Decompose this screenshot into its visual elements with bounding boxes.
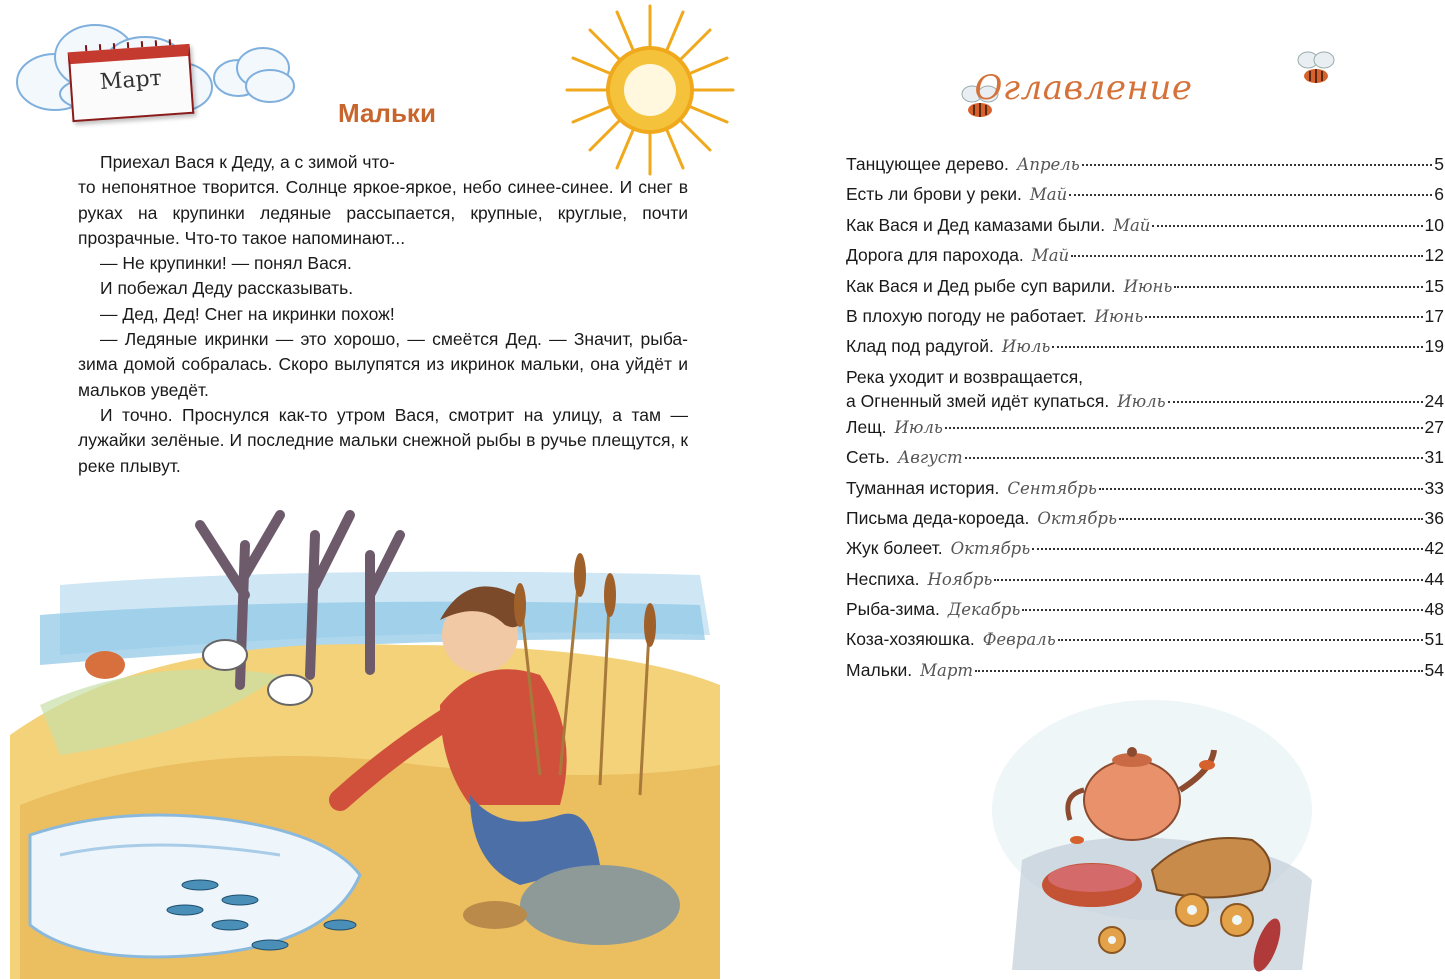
toc-month: Июнь	[1123, 276, 1173, 296]
toc-title: Оглавление	[974, 68, 1193, 108]
toc-page-number: 42	[1424, 538, 1444, 559]
tea-still-life-illustration	[982, 690, 1322, 975]
story-paragraph: то непонятное творится. Солнце яркое-яркое, небо синее-синее. И снег в руках на крупинки ледяные рассыпается, крупные, круглые, почти прозрачные. Что-то такое напоминают...	[78, 177, 688, 248]
toc-story-title: Мальки.	[846, 659, 913, 680]
toc-leader-dots	[1168, 401, 1423, 403]
toc-entry[interactable]	[846, 391, 1444, 417]
toc-page-number: 19	[1424, 336, 1444, 357]
toc-page-number: 15	[1424, 275, 1444, 296]
boy-by-stream-illustration	[0, 505, 722, 979]
toc-story-title: Лещ.	[846, 416, 887, 437]
toc-page-number: 54	[1424, 659, 1444, 680]
toc-month: Сентябрь	[1007, 478, 1097, 498]
toc-story-title: В плохую погоду не работает.	[846, 305, 1087, 326]
toc-leader-dots	[1052, 346, 1422, 348]
toc-page-number: 12	[1424, 245, 1444, 266]
story-paragraph: — Не крупинки! — понял Вася.	[100, 253, 352, 274]
toc-page-number: 44	[1424, 568, 1444, 589]
toc-month: Октябрь	[1037, 508, 1117, 528]
toc-leader-dots	[965, 457, 1423, 459]
toc-story-title: Сеть.	[846, 447, 890, 468]
toc-leader-dots	[1022, 609, 1422, 611]
toc-leader-dots	[945, 427, 1423, 429]
toc-entry-line	[846, 367, 1444, 391]
toc-entry[interactable]	[846, 154, 1444, 184]
toc-story-title: Река уходит и возвращается,	[846, 366, 1084, 387]
toc-leader-dots	[1152, 225, 1422, 227]
story-paragraph: И побежал Деду рассказывать.	[100, 278, 354, 299]
toc-month: Декабрь	[947, 600, 1021, 620]
toc-page-number: 5	[1434, 154, 1444, 174]
story-paragraph: — Дед, Дед! Снег на икринки похож!	[100, 303, 395, 324]
table-of-contents	[846, 154, 1444, 690]
toc-story-title: Жук болеет.	[846, 538, 943, 559]
story-text	[78, 150, 688, 479]
toc-story-title: а Огненный змей идёт купаться.	[846, 390, 1110, 411]
toc-month: Март	[920, 660, 974, 680]
toc-month: Октябрь	[950, 539, 1031, 559]
toc-leader-dots	[994, 579, 1422, 581]
toc-month: Май	[1113, 215, 1151, 235]
toc-leader-dots	[1145, 316, 1422, 318]
toc-entry[interactable]	[846, 538, 1444, 568]
toc-story-title: Туманная история.	[846, 477, 1000, 498]
toc-month: Июль	[894, 417, 943, 437]
left-page	[0, 0, 722, 979]
calendar-month-tag	[68, 44, 195, 122]
toc-page-number: 6	[1434, 184, 1444, 205]
toc-entry[interactable]	[846, 478, 1444, 508]
toc-entry[interactable]	[846, 599, 1444, 629]
toc-entry[interactable]	[846, 245, 1444, 275]
toc-page-number: 27	[1424, 416, 1444, 437]
toc-entry[interactable]	[846, 569, 1444, 599]
toc-leader-dots	[1071, 255, 1422, 257]
toc-leader-dots	[1069, 194, 1432, 196]
toc-leader-dots	[1119, 518, 1423, 520]
toc-page-number: 48	[1424, 599, 1444, 620]
month-label: Март	[99, 65, 163, 96]
toc-month: Февраль	[982, 630, 1056, 650]
toc-story-title: Клад под радугой.	[846, 336, 994, 357]
toc-page-number: 24	[1424, 390, 1444, 411]
toc-leader-dots	[1099, 488, 1423, 490]
toc-leader-dots	[1082, 164, 1432, 166]
toc-entry[interactable]	[846, 508, 1444, 538]
toc-entry[interactable]	[846, 447, 1444, 477]
toc-story-title: Неспиха.	[846, 568, 920, 589]
toc-leader-dots	[975, 670, 1422, 672]
toc-story-title: Рыба-зима.	[846, 599, 940, 620]
toc-entry[interactable]	[846, 629, 1444, 659]
toc-page-number: 36	[1424, 507, 1444, 528]
toc-leader-dots	[1032, 548, 1422, 550]
toc-month: Ноябрь	[927, 569, 993, 589]
toc-page-number: 31	[1424, 447, 1444, 468]
toc-month: Июль	[1001, 337, 1051, 357]
toc-entry[interactable]	[846, 660, 1444, 690]
story-paragraph: И точно. Проснулся как-то утром Вася, смотрит на улицу, а там — лужайки зелёные. И последние мальки снежной рыбы в ручье плещутся, к реке плывут.	[78, 404, 688, 476]
toc-entry[interactable]	[846, 184, 1444, 214]
toc-story-title: Есть ли брови у реки.	[846, 184, 1022, 205]
toc-story-title: Как Вася и Дед рыбе суп варили.	[846, 275, 1116, 296]
toc-page-number: 10	[1424, 214, 1444, 235]
story-paragraph: Приехал Вася к Деду, а с зимой что-	[100, 152, 395, 172]
toc-month: Май	[1031, 246, 1070, 266]
cloud-right-decoration	[208, 38, 298, 108]
toc-entry[interactable]	[846, 306, 1444, 336]
toc-leader-dots	[1058, 639, 1423, 641]
toc-page-number: 17	[1424, 305, 1444, 326]
toc-entry[interactable]	[846, 215, 1444, 245]
right-page	[722, 0, 1445, 979]
toc-page-number: 51	[1424, 629, 1444, 650]
toc-entry[interactable]	[846, 336, 1444, 366]
toc-leader-dots	[1174, 286, 1422, 288]
toc-entry[interactable]	[846, 417, 1444, 447]
story-paragraph: — Ледяные икринки — это хорошо, — смеётся Дед. — Значит, рыба-зима домой собралась. Скоро вылупятся из икринок мальки, она уйдёт и мальков уведёт.	[78, 329, 688, 400]
toc-story-title: Письма деда-короеда.	[846, 507, 1030, 528]
toc-month: Июль	[1117, 391, 1166, 411]
toc-month: Июнь	[1094, 306, 1144, 326]
story-title: Мальки	[338, 98, 436, 128]
toc-story-title: Как Вася и Дед камазами были.	[846, 214, 1106, 235]
toc-month: Май	[1029, 185, 1068, 205]
toc-story-title: Танцующее дерево.	[846, 154, 1009, 174]
toc-entry[interactable]	[846, 276, 1444, 306]
toc-story-title: Дорога для парохода.	[846, 245, 1024, 266]
toc-page-number: 33	[1424, 477, 1444, 498]
toc-month: Апрель	[1016, 155, 1080, 174]
toc-story-title: Коза-хозяюшка.	[846, 629, 975, 650]
toc-month: Август	[897, 448, 963, 468]
